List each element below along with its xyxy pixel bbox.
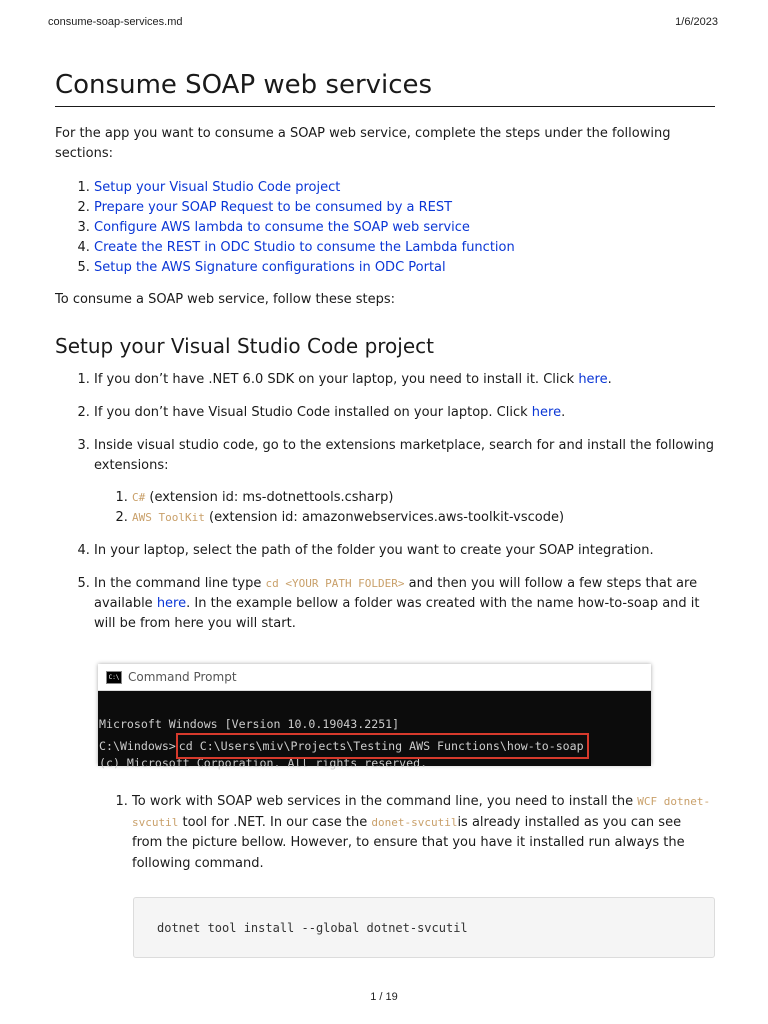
toc-link-configure-lambda[interactable]: Configure AWS lambda to consume the SOAP web service [94, 220, 470, 235]
terminal-line: Microsoft Windows [Version 10.0.19043.2251] [99, 717, 400, 731]
step-install-extensions [94, 436, 715, 528]
step-text: If you don’t have Visual Studio Code installed on your laptop. Click [94, 405, 532, 420]
code-block [133, 897, 715, 958]
code-block-text: dotnet tool install --global dotnet-svcutil [157, 921, 468, 935]
toc-item [94, 238, 715, 258]
inline-code: cd <YOUR PATH FOLDER> [265, 577, 405, 590]
follow-text: To consume a SOAP web service, follow these steps: [55, 292, 396, 307]
toc-item [94, 178, 715, 198]
step-text: . In the example bellow a folder was created with the name how-to-soap and it will be from here you will start. [94, 596, 700, 631]
table-of-contents [55, 178, 715, 278]
substep-text: tool for .NET. In our case the [178, 814, 372, 830]
here-link[interactable]: here [156, 596, 187, 611]
terminal-line: (c) Microsoft Corporation. All rights reserved. [99, 756, 428, 770]
extension-text: (extension id: ms-dotnettools.csharp) [145, 490, 394, 505]
step-install-dotnet [94, 370, 715, 390]
step-end: . [607, 372, 612, 387]
step-text: In the command line type [94, 576, 266, 591]
toc-item [94, 218, 715, 238]
command-prompt-screenshot [98, 664, 651, 770]
toc-item [94, 258, 715, 278]
highlighted-command: cd C:\Users\miv\Projects\Testing AWS Functions\how-to-soap [176, 733, 589, 759]
substep-install-svcutil [132, 792, 715, 874]
steps-list [55, 370, 715, 634]
step-select-folder [94, 541, 715, 561]
terminal-prompt: C:\Windows> [99, 739, 176, 753]
substep-list [94, 792, 715, 874]
header-filename: consume-soap-services.md [48, 16, 183, 28]
substep-text: is already installed as you can see from the picture bellow. However, to ensure that you have it installed run always the following command. [132, 814, 685, 871]
toc-link-setup-vscode[interactable]: Setup your Visual Studio Code project [94, 180, 341, 195]
inline-code: WCF dotnet-svcutil [132, 795, 711, 829]
page-title: Consume SOAP web services [55, 68, 715, 107]
here-link[interactable]: here [531, 405, 562, 420]
screenshot-titlebar [98, 664, 651, 691]
step-text: If you don’t have .NET 6.0 SDK on your laptop, you need to install it. Click [94, 372, 579, 387]
step-text: Inside visual studio code, go to the extensions marketplace, search for and install the following extensions: [94, 438, 715, 473]
toc-item [94, 198, 715, 218]
intro-text: For the app you want to consume a SOAP web service, complete the steps under the following sections: [55, 126, 671, 161]
terminal-icon: C:\ [106, 671, 122, 684]
substep-text: To work with SOAP web services in the command line, you need to install the [132, 794, 638, 809]
page-number: 1 / 19 [370, 991, 398, 1003]
header-date: 1/6/2023 [675, 16, 718, 28]
step-end: . [561, 405, 566, 420]
step-install-vscode [94, 403, 715, 423]
extension-item [132, 488, 715, 508]
toc-link-aws-signature[interactable]: Setup the AWS Signature configurations in ODC Portal [94, 260, 446, 275]
document-body [55, 68, 715, 958]
extension-code: C# [132, 491, 146, 504]
toc-link-prepare-soap[interactable]: Prepare your SOAP Request to be consumed by a REST [94, 200, 453, 215]
screenshot-title: Command Prompt [128, 670, 237, 684]
terminal-command-line [98, 733, 589, 759]
section-heading: Setup your Visual Studio Code project [55, 334, 434, 358]
substep-block [55, 792, 715, 874]
step-text: In your laptop, select the path of the folder you want to create your SOAP integration. [94, 543, 654, 558]
toc-link-create-rest[interactable]: Create the REST in ODC Studio to consume the Lambda function [94, 240, 515, 255]
extension-item [132, 508, 715, 528]
extensions-list [94, 488, 715, 528]
step-text: and then you will follow a few steps that are available [94, 576, 698, 611]
extension-text: (extension id: amazonwebservices.aws-toolkit-vscode) [204, 510, 565, 525]
extension-code: AWS ToolKit [132, 511, 205, 524]
here-link[interactable]: here [578, 372, 608, 387]
inline-code: donet-svcutil [371, 815, 458, 829]
step-command-line [94, 574, 715, 634]
